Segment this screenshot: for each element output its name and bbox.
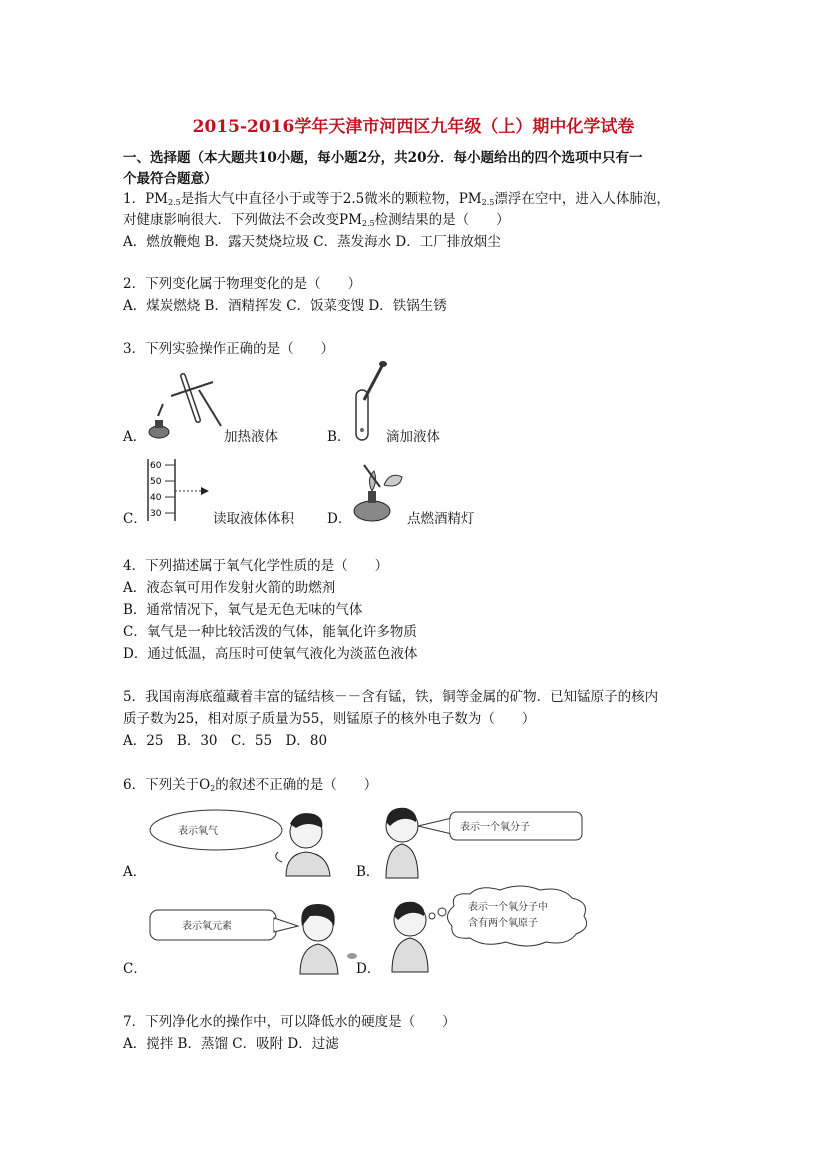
- q4-option-a: A．液态氧可用作发射火箭的助燃剂: [123, 580, 336, 596]
- q6-figure-b: [372, 800, 592, 880]
- q6-option-b-label: B．: [356, 864, 380, 880]
- q3-option-b-text: 滴加液体: [386, 429, 440, 445]
- q4-option-c: C．氧气是一种比较活泼的气体，能氧化许多物质: [123, 624, 417, 640]
- q1-options: A．燃放鞭炮 B．露天焚烧垃圾 C．蒸发海水 D．工厂排放烟尘: [123, 234, 501, 250]
- q3-option-d-label: D．: [327, 511, 352, 527]
- q5-line1: 5．我国南海底蕴藏着丰富的锰结核－－含有锰，铁，铜等金属的矿物．已知锰原子的核内: [123, 689, 659, 705]
- q6-figure-a: [146, 804, 346, 878]
- q3-stem: 3．下列实验操作正确的是（ ）: [123, 341, 335, 357]
- q6-text: 6．下列关于O: [123, 777, 211, 793]
- reading-volume-diagram: [145, 455, 215, 525]
- q1-subscript: 2.5: [481, 198, 495, 207]
- tick-label: 60: [150, 461, 162, 471]
- q1-subscript: 2.5: [361, 219, 375, 228]
- q3-option-c-text: 读取液体体积: [213, 511, 294, 527]
- section-heading-line2: 个最符合题意）: [123, 171, 218, 187]
- page-title: 2015-2016学年天津市河西区九年级（上）期中化学试卷: [192, 117, 635, 137]
- tick-label: 50: [150, 477, 162, 487]
- q3-option-a-text: 加热液体: [224, 429, 278, 445]
- q6-option-a-label: A．: [123, 864, 147, 880]
- q3-option-c-label: C．: [123, 511, 147, 527]
- dropping-liquid-diagram: [350, 360, 390, 445]
- q1-text: 是指大气中直径小于或等于2.5微米的颗粒物，PM: [180, 191, 482, 207]
- q6-figure-c: [148, 896, 358, 976]
- q6-option-d-label: D．: [356, 961, 381, 977]
- lighting-lamp-diagram: [350, 455, 410, 525]
- tick-label: 40: [150, 493, 162, 503]
- speech-bubble-d-text-line1: 表示一个氧分子中: [468, 902, 548, 913]
- heating-liquid-diagram: [143, 368, 233, 440]
- q4-stem: 4．下列描述属于氧气化学性质的是（ ）: [123, 558, 389, 574]
- q7-stem: 7．下列净化水的操作中，可以降低水的硬度是（ ）: [123, 1014, 456, 1030]
- q1-text: 漂浮在空中，进入人体肺泡，: [494, 191, 670, 207]
- q6-option-c-label: C．: [123, 961, 147, 977]
- q2-options: A．煤炭燃烧 B．酒精挥发 C．饭菜变馊 D．铁锅生锈: [123, 298, 447, 314]
- section-heading-line1: 一、选择题（本大题共10小题，每小题2分，共20分．每小题给出的四个选项中只有一: [123, 150, 643, 166]
- speech-bubble-d-text-line2: 含有两个氧原子: [468, 918, 538, 929]
- q1-text: 检测结果的是（ ）: [374, 212, 510, 228]
- q4-option-d: D．通过低温，高压时可使氧气液化为淡蓝色液体: [123, 646, 418, 662]
- q7-options: A．搅拌 B．蒸馏 C．吸附 D．过滤: [123, 1036, 339, 1052]
- q2-stem: 2．下列变化属于物理变化的是（ ）: [123, 276, 362, 292]
- q5-options: A．25 B．30 C．55 D．80: [123, 733, 328, 749]
- q1-line1: [123, 190, 670, 212]
- q4-option-b: B．通常情况下，氧气是无色无味的气体: [123, 602, 363, 618]
- speech-bubble-a-text: 表示氧气: [178, 826, 218, 837]
- tick-label: 30: [150, 509, 162, 519]
- q3-option-d-text: 点燃酒精灯: [407, 511, 475, 527]
- q3-option-b-label: B．: [327, 429, 351, 445]
- speech-bubble-c-text: 表示氧元素: [182, 921, 232, 932]
- q6-stem: [123, 776, 377, 798]
- q6-figure-d: [380, 884, 605, 974]
- q1-text: 对健康影响很大．下列做法不会改变PM: [123, 212, 362, 228]
- q1-subscript: 2.5: [168, 198, 181, 207]
- q5-line2: 质子数为25，相对原子质量为55，则锰原子的核外电子数为（ ）: [123, 711, 536, 727]
- q3-option-a-label: A．: [123, 429, 147, 445]
- q1-text: 1．PM: [123, 191, 168, 207]
- q6-subscript: 2: [210, 784, 216, 793]
- speech-bubble-b-text: 表示一个氧分子: [460, 822, 530, 833]
- q1-line2: [123, 211, 510, 233]
- q6-text: 的叙述不正确的是（ ）: [215, 777, 378, 793]
